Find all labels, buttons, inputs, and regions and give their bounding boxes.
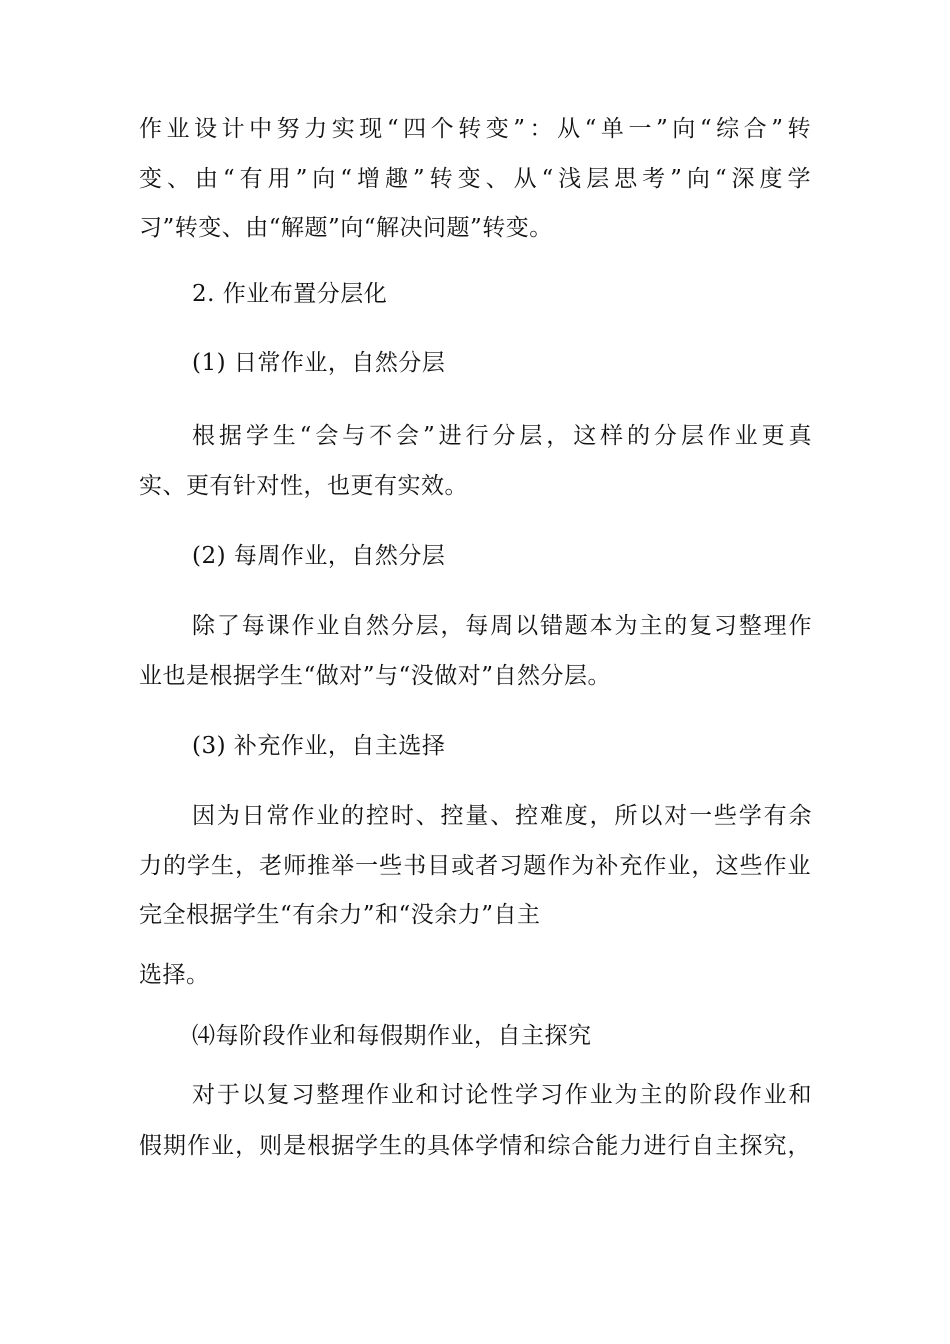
paragraph-line: 实、更有针对性，也更有实效。	[139, 473, 468, 499]
paragraph-line: 因为日常作业的控时、控量、控难度，所以对一些学有余	[192, 803, 812, 829]
paragraph-line: 业也是根据学生“做对”与“没做对”自然分层。	[139, 663, 612, 689]
paragraph-line: 完全根据学生“有余力”和“没余力”自主	[139, 902, 541, 928]
paragraph-line: 作业设计中努力实现“四个转变”：从“单一”向“综合”转	[139, 116, 811, 142]
section-heading: 2. 作业布置分层化	[192, 281, 388, 307]
paragraph-line: 根据学生“会与不会”进行分层，这样的分层作业更真	[192, 423, 812, 449]
paragraph-line: 选择。	[139, 962, 210, 988]
subsection-heading: (3) 补充作业，自主选择	[192, 733, 446, 759]
paragraph-line: 对于以复习整理作业和讨论性学习作业为主的阶段作业和	[192, 1082, 812, 1108]
paragraph-line: 假期作业，则是根据学生的具体学情和综合能力进行自主探究，	[139, 1133, 811, 1159]
paragraph-line: 除了每课作业自然分层，每周以错题本为主的复习整理作	[192, 613, 812, 639]
paragraph-line: 习”转变、由“解题”向“解决问题”转变。	[139, 215, 553, 241]
subsection-heading: (2) 每周作业，自然分层	[192, 543, 446, 569]
subsection-heading: (1) 日常作业，自然分层	[192, 350, 446, 376]
subsection-heading: ⑷每阶段作业和每假期作业，自主探究	[192, 1023, 592, 1049]
paragraph-line: 力的学生，老师推举一些书目或者习题作为补充作业，这些作业	[139, 853, 811, 879]
paragraph-line: 变、由“有用”向“增趣”转变、从“浅层思考”向“深度学	[139, 166, 811, 192]
